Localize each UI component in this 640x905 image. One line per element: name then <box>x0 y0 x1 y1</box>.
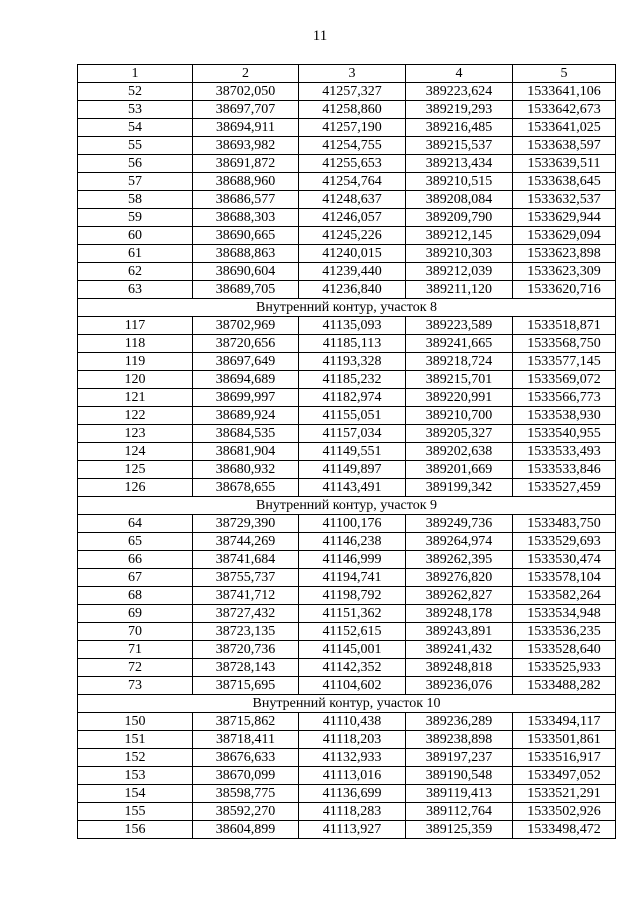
table-cell: 72 <box>78 659 193 677</box>
table-cell: 123 <box>78 425 193 443</box>
table-cell: 154 <box>78 785 193 803</box>
table-cell: 41248,637 <box>299 191 406 209</box>
table-row <box>78 389 616 407</box>
table-cell: 122 <box>78 407 193 425</box>
table-cell: 389212,039 <box>406 263 513 281</box>
column-header: 4 <box>406 65 513 83</box>
table-cell: 64 <box>78 515 193 533</box>
table-cell: 389215,701 <box>406 371 513 389</box>
table-cell: 389223,624 <box>406 83 513 101</box>
table-cell: 389218,724 <box>406 353 513 371</box>
column-header: 2 <box>193 65 299 83</box>
table-row <box>78 353 616 371</box>
table-cell: 389190,548 <box>406 767 513 785</box>
table-cell: 389243,891 <box>406 623 513 641</box>
table-cell: 38755,737 <box>193 569 299 587</box>
table-cell: 41110,438 <box>299 713 406 731</box>
page-number: 11 <box>312 28 328 44</box>
table-row <box>78 569 616 587</box>
table-cell: 56 <box>78 155 193 173</box>
table-cell: 389241,432 <box>406 641 513 659</box>
table-cell: 1533529,693 <box>513 533 616 551</box>
table-cell: 41198,792 <box>299 587 406 605</box>
table-row <box>78 101 616 119</box>
table-row <box>78 587 616 605</box>
table-cell: 41239,440 <box>299 263 406 281</box>
table-row <box>78 317 616 335</box>
table-cell: 41146,999 <box>299 551 406 569</box>
table-cell: 389236,289 <box>406 713 513 731</box>
table-cell: 1533497,052 <box>513 767 616 785</box>
table-cell: 1533483,750 <box>513 515 616 533</box>
table-cell: 38702,050 <box>193 83 299 101</box>
table-row <box>78 407 616 425</box>
table-cell: 41146,238 <box>299 533 406 551</box>
table-cell: 41136,699 <box>299 785 406 803</box>
table-cell: 389241,665 <box>406 335 513 353</box>
table-cell: 389276,820 <box>406 569 513 587</box>
table-cell: 389119,413 <box>406 785 513 803</box>
column-header: 1 <box>78 65 193 83</box>
table-cell: 120 <box>78 371 193 389</box>
table-row <box>78 641 616 659</box>
table-cell: 38686,577 <box>193 191 299 209</box>
table-cell: 389219,293 <box>406 101 513 119</box>
table-cell: 389262,827 <box>406 587 513 605</box>
table-cell: 38690,665 <box>193 227 299 245</box>
table-cell: 1533623,898 <box>513 245 616 263</box>
table-cell: 1533638,597 <box>513 137 616 155</box>
table-cell: 38718,411 <box>193 731 299 749</box>
section-title-row <box>78 497 616 515</box>
table-cell: 1533528,640 <box>513 641 616 659</box>
table-cell: 389202,638 <box>406 443 513 461</box>
table-cell: 1533578,104 <box>513 569 616 587</box>
table-cell: 68 <box>78 587 193 605</box>
table-cell: 38720,656 <box>193 335 299 353</box>
table-cell: 389248,818 <box>406 659 513 677</box>
table-cell: 389199,342 <box>406 479 513 497</box>
table-cell: 1533629,944 <box>513 209 616 227</box>
table-cell: 1533502,926 <box>513 803 616 821</box>
table-cell: 41142,352 <box>299 659 406 677</box>
table-row <box>78 335 616 353</box>
table-cell: 119 <box>78 353 193 371</box>
table-cell: 41185,232 <box>299 371 406 389</box>
table-cell: 1533518,871 <box>513 317 616 335</box>
table-cell: 38689,924 <box>193 407 299 425</box>
table-cell: 59 <box>78 209 193 227</box>
section-title: Внутренний контур, участок 10 <box>78 695 616 713</box>
table-cell: 65 <box>78 533 193 551</box>
table-cell: 125 <box>78 461 193 479</box>
table-cell: 152 <box>78 749 193 767</box>
table-cell: 38598,775 <box>193 785 299 803</box>
table-cell: 38688,960 <box>193 173 299 191</box>
table-row <box>78 479 616 497</box>
table-cell: 41113,016 <box>299 767 406 785</box>
table-cell: 62 <box>78 263 193 281</box>
table-cell: 1533638,645 <box>513 173 616 191</box>
table-cell: 1533534,948 <box>513 605 616 623</box>
table-cell: 38727,432 <box>193 605 299 623</box>
table-row <box>78 659 616 677</box>
table-cell: 1533641,025 <box>513 119 616 137</box>
table-cell: 1533641,106 <box>513 83 616 101</box>
table-cell: 52 <box>78 83 193 101</box>
table-cell: 389112,764 <box>406 803 513 821</box>
table-row <box>78 461 616 479</box>
column-header: 3 <box>299 65 406 83</box>
table-row <box>78 119 616 137</box>
section-title-row <box>78 695 616 713</box>
table-cell: 41143,491 <box>299 479 406 497</box>
table-row <box>78 173 616 191</box>
table-cell: 38744,269 <box>193 533 299 551</box>
table-cell: 41245,226 <box>299 227 406 245</box>
table-row <box>78 281 616 299</box>
table-row <box>78 137 616 155</box>
table-cell: 41104,602 <box>299 677 406 695</box>
table-cell: 41193,328 <box>299 353 406 371</box>
section-title-row <box>78 299 616 317</box>
table-cell: 38697,707 <box>193 101 299 119</box>
table-cell: 54 <box>78 119 193 137</box>
table-cell: 1533494,117 <box>513 713 616 731</box>
table-row <box>78 191 616 209</box>
table-cell: 41185,113 <box>299 335 406 353</box>
table-cell: 389205,327 <box>406 425 513 443</box>
table-cell: 61 <box>78 245 193 263</box>
table-cell: 389216,485 <box>406 119 513 137</box>
table-row <box>78 767 616 785</box>
table-cell: 1533533,493 <box>513 443 616 461</box>
table-cell: 71 <box>78 641 193 659</box>
table-cell: 38715,695 <box>193 677 299 695</box>
table-row <box>78 551 616 569</box>
table-cell: 67 <box>78 569 193 587</box>
table-row <box>78 443 616 461</box>
table-cell: 1533620,716 <box>513 281 616 299</box>
table-cell: 57 <box>78 173 193 191</box>
section-title: Внутренний контур, участок 9 <box>78 497 616 515</box>
section-title: Внутренний контур, участок 8 <box>78 299 616 317</box>
table-cell: 1533501,861 <box>513 731 616 749</box>
table-cell: 1533582,264 <box>513 587 616 605</box>
table-cell: 118 <box>78 335 193 353</box>
table-cell: 1533577,145 <box>513 353 616 371</box>
table-row <box>78 263 616 281</box>
table-cell: 117 <box>78 317 193 335</box>
table-cell: 38691,872 <box>193 155 299 173</box>
table-cell: 41182,974 <box>299 389 406 407</box>
table-cell: 156 <box>78 821 193 839</box>
table-cell: 38688,863 <box>193 245 299 263</box>
table-cell: 389210,515 <box>406 173 513 191</box>
table-cell: 41113,927 <box>299 821 406 839</box>
table-cell: 1533527,459 <box>513 479 616 497</box>
table-cell: 38694,911 <box>193 119 299 137</box>
table-cell: 1533516,917 <box>513 749 616 767</box>
table-cell: 1533540,955 <box>513 425 616 443</box>
table-row <box>78 533 616 551</box>
table-cell: 38702,969 <box>193 317 299 335</box>
table-cell: 38723,135 <box>193 623 299 641</box>
table-cell: 38693,982 <box>193 137 299 155</box>
table-cell: 153 <box>78 767 193 785</box>
table-cell: 389197,237 <box>406 749 513 767</box>
table-cell: 38694,689 <box>193 371 299 389</box>
table-cell: 1533538,930 <box>513 407 616 425</box>
table-cell: 60 <box>78 227 193 245</box>
table-cell: 38697,649 <box>193 353 299 371</box>
table-row <box>78 821 616 839</box>
table-cell: 1533632,537 <box>513 191 616 209</box>
table-cell: 389264,974 <box>406 533 513 551</box>
table-cell: 389238,898 <box>406 731 513 749</box>
table-row <box>78 425 616 443</box>
table-cell: 151 <box>78 731 193 749</box>
table-cell: 53 <box>78 101 193 119</box>
table-cell: 38741,712 <box>193 587 299 605</box>
table-cell: 1533623,309 <box>513 263 616 281</box>
table-cell: 389213,434 <box>406 155 513 173</box>
table-cell: 41149,897 <box>299 461 406 479</box>
table-row <box>78 749 616 767</box>
table-cell: 389249,736 <box>406 515 513 533</box>
table-cell: 38699,997 <box>193 389 299 407</box>
coordinates-table <box>77 64 616 839</box>
table-cell: 41145,001 <box>299 641 406 659</box>
table-row <box>78 713 616 731</box>
table-cell: 1533521,291 <box>513 785 616 803</box>
table-row <box>78 245 616 263</box>
table-cell: 38592,270 <box>193 803 299 821</box>
table-cell: 58 <box>78 191 193 209</box>
table-cell: 124 <box>78 443 193 461</box>
table-row <box>78 209 616 227</box>
table-cell: 1533566,773 <box>513 389 616 407</box>
table-cell: 38680,932 <box>193 461 299 479</box>
table-cell: 41118,283 <box>299 803 406 821</box>
table-cell: 38720,736 <box>193 641 299 659</box>
table-cell: 38688,303 <box>193 209 299 227</box>
table-cell: 1533569,072 <box>513 371 616 389</box>
table-cell: 150 <box>78 713 193 731</box>
table-cell: 41258,860 <box>299 101 406 119</box>
table-cell: 41255,653 <box>299 155 406 173</box>
table-cell: 389209,790 <box>406 209 513 227</box>
table-cell: 41257,327 <box>299 83 406 101</box>
table-cell: 41152,615 <box>299 623 406 641</box>
table-cell: 41149,551 <box>299 443 406 461</box>
table-cell: 389201,669 <box>406 461 513 479</box>
table-cell: 1533498,472 <box>513 821 616 839</box>
table-cell: 38676,633 <box>193 749 299 767</box>
table-cell: 41254,764 <box>299 173 406 191</box>
table-cell: 41135,093 <box>299 317 406 335</box>
table-cell: 1533536,235 <box>513 623 616 641</box>
table-cell: 38604,899 <box>193 821 299 839</box>
table-cell: 41254,755 <box>299 137 406 155</box>
table-row <box>78 371 616 389</box>
table-cell: 38741,684 <box>193 551 299 569</box>
table-cell: 126 <box>78 479 193 497</box>
table-cell: 1533533,846 <box>513 461 616 479</box>
table-cell: 63 <box>78 281 193 299</box>
table-cell: 41118,203 <box>299 731 406 749</box>
table-cell: 389248,178 <box>406 605 513 623</box>
table-row <box>78 155 616 173</box>
table-cell: 41157,034 <box>299 425 406 443</box>
table-cell: 389215,537 <box>406 137 513 155</box>
table-cell: 389236,076 <box>406 677 513 695</box>
table-cell: 41246,057 <box>299 209 406 227</box>
table-cell: 70 <box>78 623 193 641</box>
table-cell: 41155,051 <box>299 407 406 425</box>
table-cell: 1533642,673 <box>513 101 616 119</box>
table-cell: 38728,143 <box>193 659 299 677</box>
table-cell: 389208,084 <box>406 191 513 209</box>
table-cell: 41240,015 <box>299 245 406 263</box>
table-cell: 389125,359 <box>406 821 513 839</box>
table-cell: 1533525,933 <box>513 659 616 677</box>
table-cell: 121 <box>78 389 193 407</box>
table-cell: 38729,390 <box>193 515 299 533</box>
table-row <box>78 785 616 803</box>
table-cell: 38690,604 <box>193 263 299 281</box>
table-cell: 38670,099 <box>193 767 299 785</box>
table-cell: 389220,991 <box>406 389 513 407</box>
table-row <box>78 803 616 821</box>
table-cell: 66 <box>78 551 193 569</box>
table-cell: 389223,589 <box>406 317 513 335</box>
table-cell: 41194,741 <box>299 569 406 587</box>
table-body <box>78 83 616 839</box>
table-cell: 41236,840 <box>299 281 406 299</box>
table-row <box>78 605 616 623</box>
table-cell: 41151,362 <box>299 605 406 623</box>
table-cell: 38681,904 <box>193 443 299 461</box>
table-cell: 1533629,094 <box>513 227 616 245</box>
table-cell: 41257,190 <box>299 119 406 137</box>
table-cell: 38689,705 <box>193 281 299 299</box>
table-row <box>78 83 616 101</box>
table-row <box>78 731 616 749</box>
table-cell: 155 <box>78 803 193 821</box>
column-header: 5 <box>513 65 616 83</box>
table-cell: 389210,700 <box>406 407 513 425</box>
table-cell: 1533639,511 <box>513 155 616 173</box>
table-cell: 55 <box>78 137 193 155</box>
table-cell: 389212,145 <box>406 227 513 245</box>
table-cell: 69 <box>78 605 193 623</box>
table-cell: 41100,176 <box>299 515 406 533</box>
table-cell: 389211,120 <box>406 281 513 299</box>
table-cell: 38715,862 <box>193 713 299 731</box>
table-cell: 389210,303 <box>406 245 513 263</box>
table-cell: 38684,535 <box>193 425 299 443</box>
table-cell: 1533568,750 <box>513 335 616 353</box>
table-row <box>78 227 616 245</box>
table-cell: 73 <box>78 677 193 695</box>
table-cell: 1533488,282 <box>513 677 616 695</box>
table-cell: 38678,655 <box>193 479 299 497</box>
header-row <box>78 65 616 83</box>
table-row <box>78 515 616 533</box>
table-cell: 41132,933 <box>299 749 406 767</box>
table-cell: 389262,395 <box>406 551 513 569</box>
table-cell: 1533530,474 <box>513 551 616 569</box>
table-row <box>78 677 616 695</box>
table-row <box>78 623 616 641</box>
